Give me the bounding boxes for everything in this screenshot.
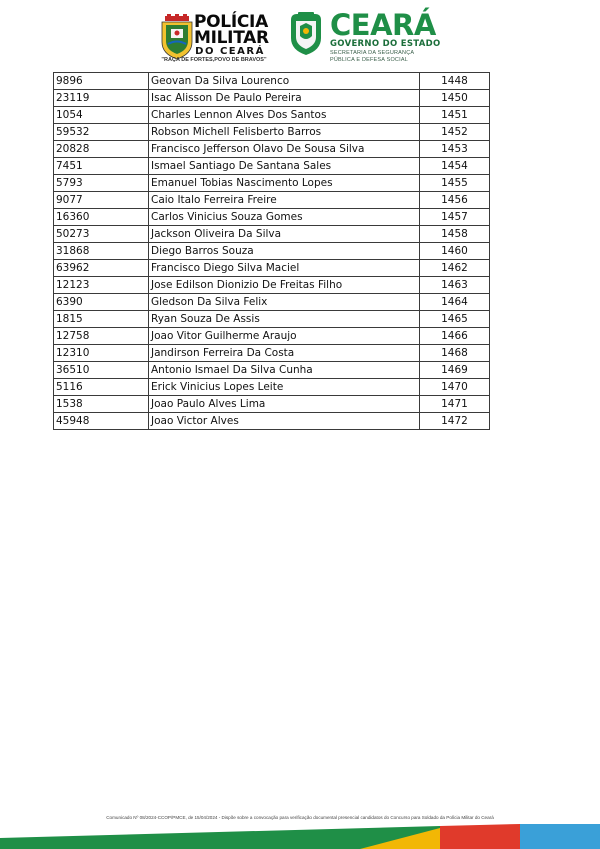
table-row (54, 141, 490, 158)
ceara-secretariat-line1: SECRETARIA DA SEGURANÇA (330, 50, 415, 56)
candidate-number-cell: 1458 (420, 226, 490, 243)
candidate-number-cell: 1448 (420, 73, 490, 90)
candidate-number-cell: 1454 (420, 158, 490, 175)
table-row (54, 90, 490, 107)
table-row (54, 107, 490, 124)
ceara-coat-of-arms-icon (288, 12, 324, 56)
candidate-name-cell: Jandirson Ferreira Da Costa (149, 345, 420, 362)
candidate-id-cell: 63962 (54, 260, 149, 277)
table-row (54, 260, 490, 277)
pm-title-line2: MILITAR (194, 28, 269, 48)
candidate-name-cell: Robson Michell Felisberto Barros (149, 124, 420, 141)
candidate-name-cell: Isac Alisson De Paulo Pereira (149, 90, 420, 107)
candidate-number-cell: 1455 (420, 175, 490, 192)
candidate-id-cell: 50273 (54, 226, 149, 243)
candidate-name-cell: Carlos Vinicius Souza Gomes (149, 209, 420, 226)
candidate-number-cell: 1462 (420, 260, 490, 277)
candidate-id-cell: 7451 (54, 158, 149, 175)
table-row (54, 413, 490, 430)
table-row (54, 175, 490, 192)
candidate-name-cell: Joao Victor Alves (149, 413, 420, 430)
candidate-number-cell: 1463 (420, 277, 490, 294)
candidate-name-cell: Ismael Santiago De Santana Sales (149, 158, 420, 175)
candidate-number-cell: 1450 (420, 90, 490, 107)
candidate-id-cell: 9077 (54, 192, 149, 209)
candidate-name-cell: Francisco Diego Silva Maciel (149, 260, 420, 277)
footer-color-band (0, 824, 600, 849)
candidate-name-cell: Caio Italo Ferreira Freire (149, 192, 420, 209)
candidate-id-cell: 36510 (54, 362, 149, 379)
footer-band-red (440, 824, 520, 849)
candidate-id-cell: 12758 (54, 328, 149, 345)
candidate-id-cell: 12123 (54, 277, 149, 294)
candidate-number-cell: 1465 (420, 311, 490, 328)
candidate-number-cell: 1469 (420, 362, 490, 379)
candidate-name-cell: Diego Barros Souza (149, 243, 420, 260)
candidate-name-cell: Antonio Ismael Da Silva Cunha (149, 362, 420, 379)
table-row (54, 328, 490, 345)
candidate-number-cell: 1460 (420, 243, 490, 260)
candidate-number-cell: 1470 (420, 379, 490, 396)
table-row (54, 243, 490, 260)
candidate-name-cell: Joao Paulo Alves Lima (149, 396, 420, 413)
table-row (54, 379, 490, 396)
candidate-name-cell: Ryan Souza De Assis (149, 311, 420, 328)
footer-band-blue (520, 824, 600, 849)
ceara-secretariat-line2: PÚBLICA E DEFESA SOCIAL (330, 57, 408, 63)
candidate-id-cell: 1815 (54, 311, 149, 328)
candidate-number-cell: 1464 (420, 294, 490, 311)
table-row (54, 345, 490, 362)
table-row (54, 226, 490, 243)
candidate-number-cell: 1468 (420, 345, 490, 362)
candidate-id-cell: 31868 (54, 243, 149, 260)
candidate-name-cell: Emanuel Tobias Nascimento Lopes (149, 175, 420, 192)
pm-motto: "RAÇA DE FORTES,POVO DE BRAVOS" (161, 57, 267, 63)
candidate-number-cell: 1466 (420, 328, 490, 345)
pm-wordmark (194, 12, 269, 57)
candidate-number-cell: 1451 (420, 107, 490, 124)
candidate-name-cell: Geovan Da Silva Lourenco (149, 73, 420, 90)
candidate-id-cell: 9896 (54, 73, 149, 90)
candidate-number-cell: 1453 (420, 141, 490, 158)
candidate-name-cell: Jose Edilson Dionizio De Freitas Filho (149, 277, 420, 294)
candidate-number-cell: 1472 (420, 413, 490, 430)
candidate-name-cell: Gledson Da Silva Felix (149, 294, 420, 311)
page-header (0, 6, 600, 68)
pm-crest-icon (159, 14, 195, 60)
candidate-id-cell: 1538 (54, 396, 149, 413)
candidate-name-cell: Francisco Jefferson Olavo De Sousa Silva (149, 141, 420, 158)
table-row (54, 294, 490, 311)
footer-note: Comunicado Nº 08/2024-CCOP/PMCE, de 15/04/2024 - Dispõe sobre a convocação para verificação documental presencial candidatos do Concurso para Soldado da Polícia Militar do Ceará (106, 815, 494, 820)
table-row (54, 73, 490, 90)
candidate-id-cell: 23119 (54, 90, 149, 107)
candidate-number-cell: 1457 (420, 209, 490, 226)
table-row (54, 192, 490, 209)
candidate-id-cell: 16360 (54, 209, 149, 226)
candidate-number-cell: 1471 (420, 396, 490, 413)
pm-title-line1: POLÍCIA (194, 12, 268, 32)
ceara-title: CEARÁ (330, 8, 436, 42)
candidate-name-cell: Joao Vitor Guilherme Araujo (149, 328, 420, 345)
candidate-id-cell: 12310 (54, 345, 149, 362)
candidate-table (53, 72, 490, 430)
candidate-table-body (54, 73, 490, 430)
candidate-id-cell: 5793 (54, 175, 149, 192)
candidate-number-cell: 1452 (420, 124, 490, 141)
candidate-name-cell: Charles Lennon Alves Dos Santos (149, 107, 420, 124)
table-row (54, 124, 490, 141)
candidate-name-cell: Jackson Oliveira Da Silva (149, 226, 420, 243)
ceara-government-label: GOVERNO DO ESTADO (330, 39, 441, 49)
table-row (54, 396, 490, 413)
table-row (54, 209, 490, 226)
candidate-number-cell: 1456 (420, 192, 490, 209)
candidate-id-cell: 5116 (54, 379, 149, 396)
table-row (54, 277, 490, 294)
candidate-id-cell: 1054 (54, 107, 149, 124)
candidate-id-cell: 45948 (54, 413, 149, 430)
table-row (54, 362, 490, 379)
ceara-wordmark (330, 8, 441, 64)
table-row (54, 311, 490, 328)
candidate-id-cell: 20828 (54, 141, 149, 158)
table-row (54, 158, 490, 175)
pm-title-line3: DO CEARÁ (195, 46, 265, 57)
candidate-id-cell: 6390 (54, 294, 149, 311)
candidate-name-cell: Erick Vinicius Lopes Leite (149, 379, 420, 396)
candidate-id-cell: 59532 (54, 124, 149, 141)
